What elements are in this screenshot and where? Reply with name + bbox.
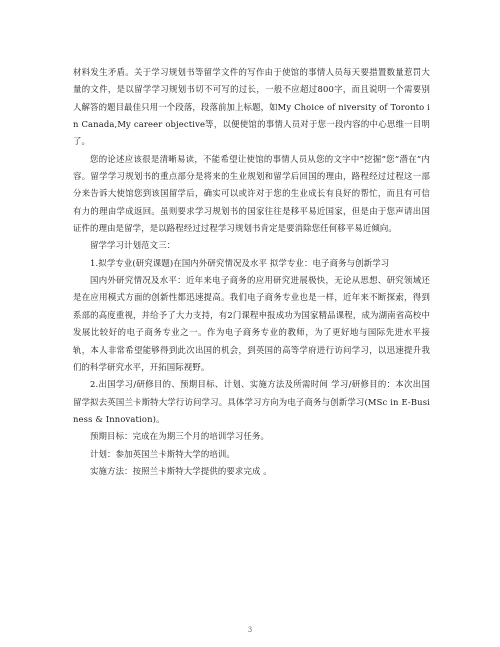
paragraph-method: 实施方法：按照兰卡斯特大学提供的要求完成 。 [90,465,272,476]
section-heading: 留学学习计划范文三： [90,240,176,251]
paragraph-1: 材料发生矛盾。关于学习规划书等留学文件的写作由于使馆的事情人员每天要措置数量惹罚大量的文件，是以留学学习规划书切不可写的过长，一般不应超过800字，而且说明一个需要别人解答的题目最佳只用一个段落，段落前加上标题，如My Choice of niversity of Toronto in Canada,My career objective等，以便使馆的事情人员对于您一段内容的中心思维一目明了。 [73,67,430,147]
paragraph-item-1: 1.拟学专业(研究课题)在国内外研究情况及水平 拟学专业：电子商务与创新学习 [90,257,390,268]
paragraph-expected-goal: 预期目标：完成在为期三个月的培训学习任务。 [90,431,270,442]
document-body [73,64,430,480]
paragraph-2: 您的论述应该很是清晰易读，不能希望让使馆的事情人员从您的文字中”挖掘”您”潜在”内容。留学学习规划书的重点部分是将来的生业规划和留学后回国的理由，路程经过过程这一部分来告诉大使馆您到该国留学后，确实可以或许对于您的生业成长有良好的帮忙，而且有可信有力的理由学成返回。虽则要求学习规划书的国家往往是移平易近国家，但是由于您声请出国证件的理由是留学，是以路程经过过程学习规划书肯定是要消除您任何移平易近倾向。 [73,153,430,234]
page-number: 3 [247,626,253,634]
paragraph-item-2: 2.出国学习/研修目的、预期目标、计划、实施方法及所需时间 学习/研修目的：本次出国留学拟去英国兰卡斯特大学行访问学习。具体学习方向为电子商务与创新学习(MSc in E-Business & Innovation)。 [73,379,430,424]
paragraph-plan: 计划：参加英国兰卡斯特大学的培训。 [90,448,235,459]
paragraph-research-status: 国内外研究情况及水平：近年来电子商务的应用研究进展极快，无论从思想、研究领域还是在应用模式方面的创新性都迅速提高。我们电子商务专业也是一样，近年来不断探索，得到系部的高度重视，并给予了大力支持，有2门课程申报成功为国家精品课程，成为湖南省高校中发展比较好的电子商务专业之一。作为电子商务专业的教师，为了更好地与国际先进水平接轨，本人非常希望能够得到此次出国的机会，到英国的高等学府进行访问学习，以迅速提升我们的科学研究水平，开拓国际视野。 [73,275,430,372]
